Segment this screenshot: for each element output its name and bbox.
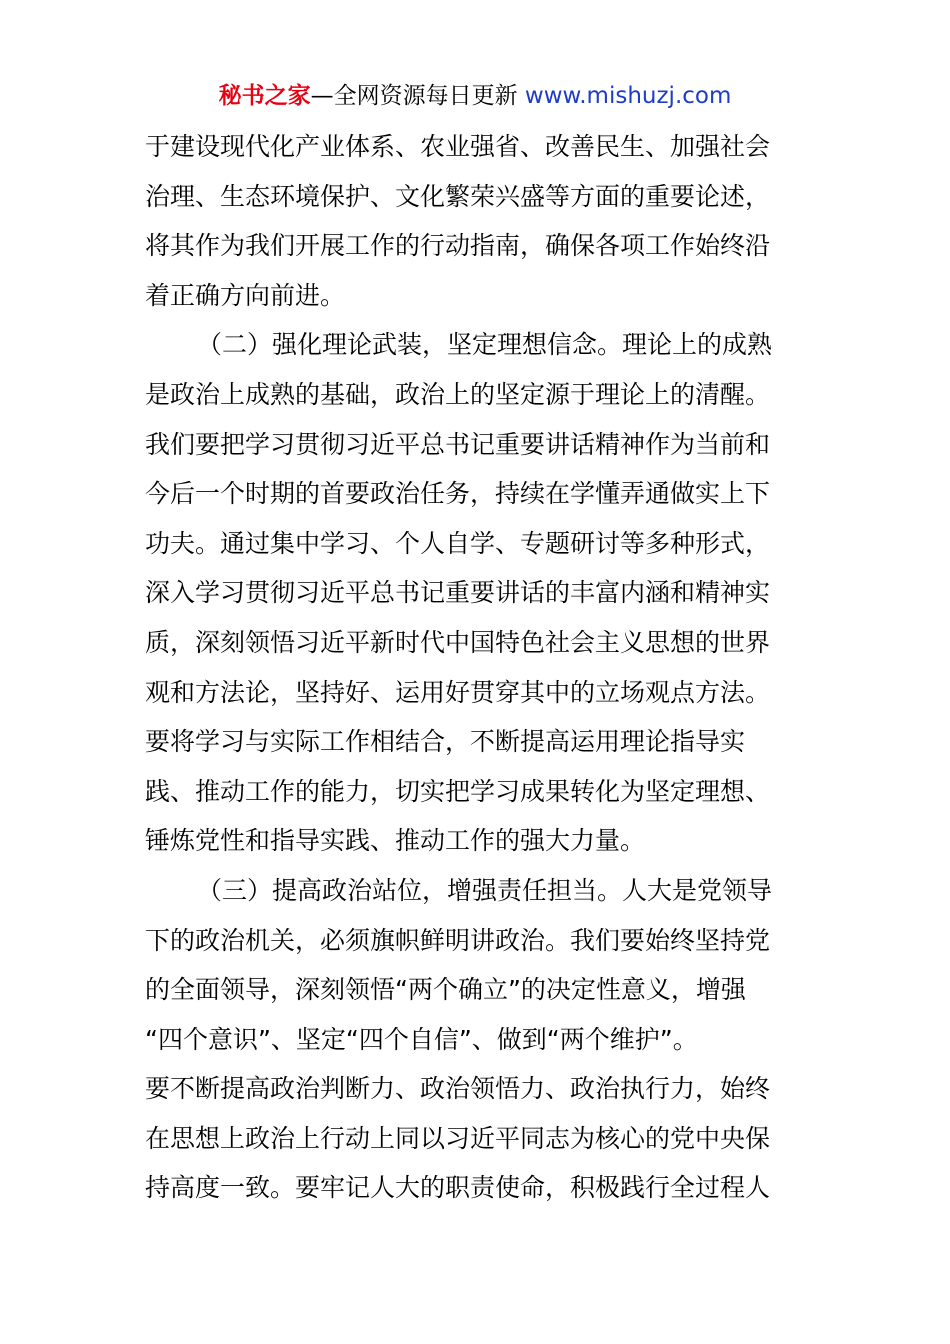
text-line: 要将学习与实际工作相结合，不断提高运用理论指导实 — [145, 727, 746, 757]
text-line: 功夫。通过集中学习、个人自学、专题研讨等多种形式， — [145, 528, 771, 558]
site-brand: 秘书之家 — [218, 83, 311, 109]
text-line: 是政治上成熟的基础，政治上的坚定源于理论上的清醒。 — [145, 379, 771, 409]
text-line: 要不断提高政治判断力、政治领悟力、政治执行力，始终 — [145, 1074, 771, 1104]
text-line: 的全面领导，深刻领悟“两个确立”的决定性意义，增强 — [145, 975, 746, 1005]
text-line: 着正确方向前进。 — [145, 280, 346, 310]
text-line: 下的政治机关，必须旗帜鲜明讲政治。我们要始终坚持党 — [145, 925, 771, 955]
text-line: 锤炼党性和指导实践、推动工作的强大力量。 — [145, 826, 646, 856]
text-line: 在思想上政治上行动上同以习近平同志为核心的党中央保 — [145, 1123, 771, 1153]
text-line: “四个意识”、坚定“四个自信”、做到“两个维护”。 — [145, 1024, 698, 1054]
text-line: 持高度一致。要牢记人大的职责使命，积极践行全过程人 — [145, 1173, 771, 1203]
text-line: 质，深刻领悟习近平新时代中国特色社会主义思想的世界 — [145, 627, 771, 657]
text-line: 于建设现代化产业体系、农业强省、改善民生、加强社会 — [145, 132, 771, 161]
text-line: 深入学习贯彻习近平总书记重要讲话的丰富内涵和精神实 — [145, 578, 771, 608]
site-url-link[interactable]: www.mishuzj.com — [524, 83, 732, 109]
document-body — [145, 122, 810, 1213]
text-line: （三）提高政治站位，增强责任担当。人大是党领导 — [197, 875, 773, 905]
text-line: 治理、生态环境保护、文化繁荣兴盛等方面的重要论述， — [145, 181, 771, 211]
text-line: 将其作为我们开展工作的行动指南，确保各项工作始终沿 — [145, 231, 771, 261]
text-line: 今后一个时期的首要政治任务，持续在学懂弄通做实上下 — [145, 479, 771, 509]
text-line: 我们要把学习贯彻习近平总书记重要讲话精神作为当前和 — [145, 429, 771, 459]
site-header — [0, 80, 950, 112]
site-tagline: —全网资源每日更新 — [310, 83, 525, 109]
text-line: 践、推动工作的能力，切实把学习成果转化为坚定理想、 — [145, 776, 771, 806]
text-line: 观和方法论，坚持好、运用好贯穿其中的立场观点方法。 — [145, 677, 771, 707]
text-line: （二）强化理论武装，坚定理想信念。理论上的成熟 — [197, 330, 773, 360]
